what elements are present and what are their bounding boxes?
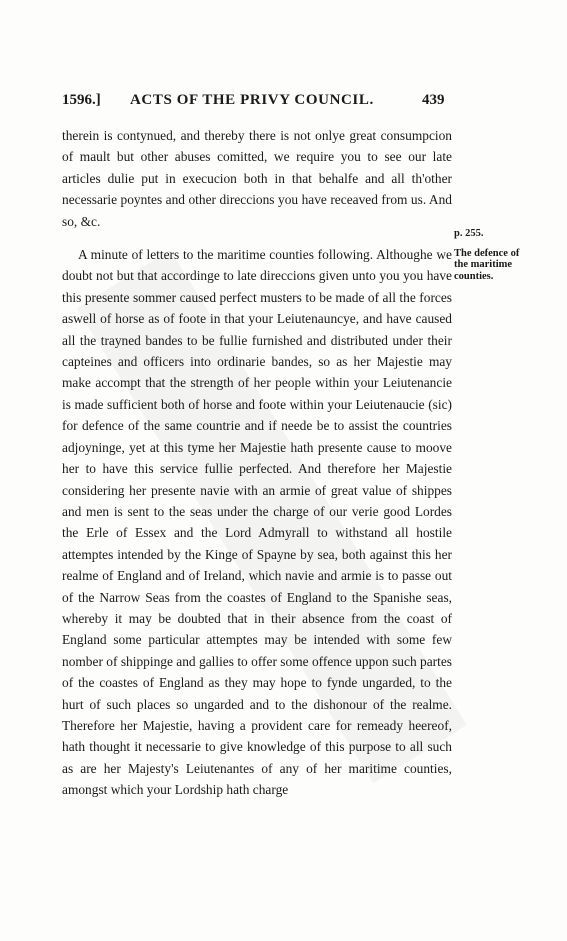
page-number: 439 bbox=[422, 92, 445, 108]
paragraph-minute-of-letters: A minute of letters to the maritime counties following. Althoughe we doubt not but that accordinge to late direccions given unto you you have this presente sommer caused perfect musters to be made of all the forces aswell of horse as of foote in that your Leiutenauncye, and have caused all the trayned bandes to be fullie furnished and distributed under their capteines and officers into ordinarie bandes, so as her Majestie may make accompt that the strength of her people within your Leiutenancie is made sufficient both of horse and foote within your Leiutenaucie (sic) for defence of the same countrie and if neede be to assist the countries adjoyninge, yet at this tyme her Majestie hath presente cause to moove her to have this service fullie perfected. And therefore her Majestie considering her presente navie with an armie of great value of shippes and men is sent to the seas under the charge of our verie good Lordes the Erle of Essex and the Lord Admyrall to withstand all hostile attemptes intended by the Kinge of Spayne by sea, both against this her realme of England and of Ireland, which navie and armie is to passe out of the Narrow Seas from the coastes of England to the Spanishe seas, whereby it may be doubted that in their absence from the coast of England some particular attemptes may be intended with some few nomber of shippinge and gallies to offer some offence uppon such partes of the coastes of England as they may hope to fynde ungarded, to the hurt of such places so ungarded and to the dishonour of the realme. Therefore her Majestie, having a provident care for remeady heereof, hath thought it necessarie to give knowledge of this purpose to all such as are her Majesty's Leiutenantes of any of her maritime counties, amongst which your Lordship hath charge bbox=[62, 247, 452, 798]
running-head bbox=[62, 92, 462, 112]
margin-notes bbox=[454, 228, 534, 282]
body-text bbox=[62, 125, 452, 801]
margin-page-reference: p. 255. bbox=[454, 228, 484, 239]
paragraph-continuation: therein is contynued, and thereby there is not onlye great consumpcion of mault but other abuses comitted, we require you to see our late articles dulie put in execucion both in that behalfe and all th'other necessarie poyntes and other direccions you have receaved from us. And so, &c. bbox=[62, 128, 452, 229]
header-title: ACTS OF THE PRIVY COUNCIL. bbox=[130, 92, 374, 108]
header-date: 1596.] bbox=[62, 92, 101, 108]
margin-subject-note: The defence of the maritime counties. bbox=[454, 247, 520, 282]
